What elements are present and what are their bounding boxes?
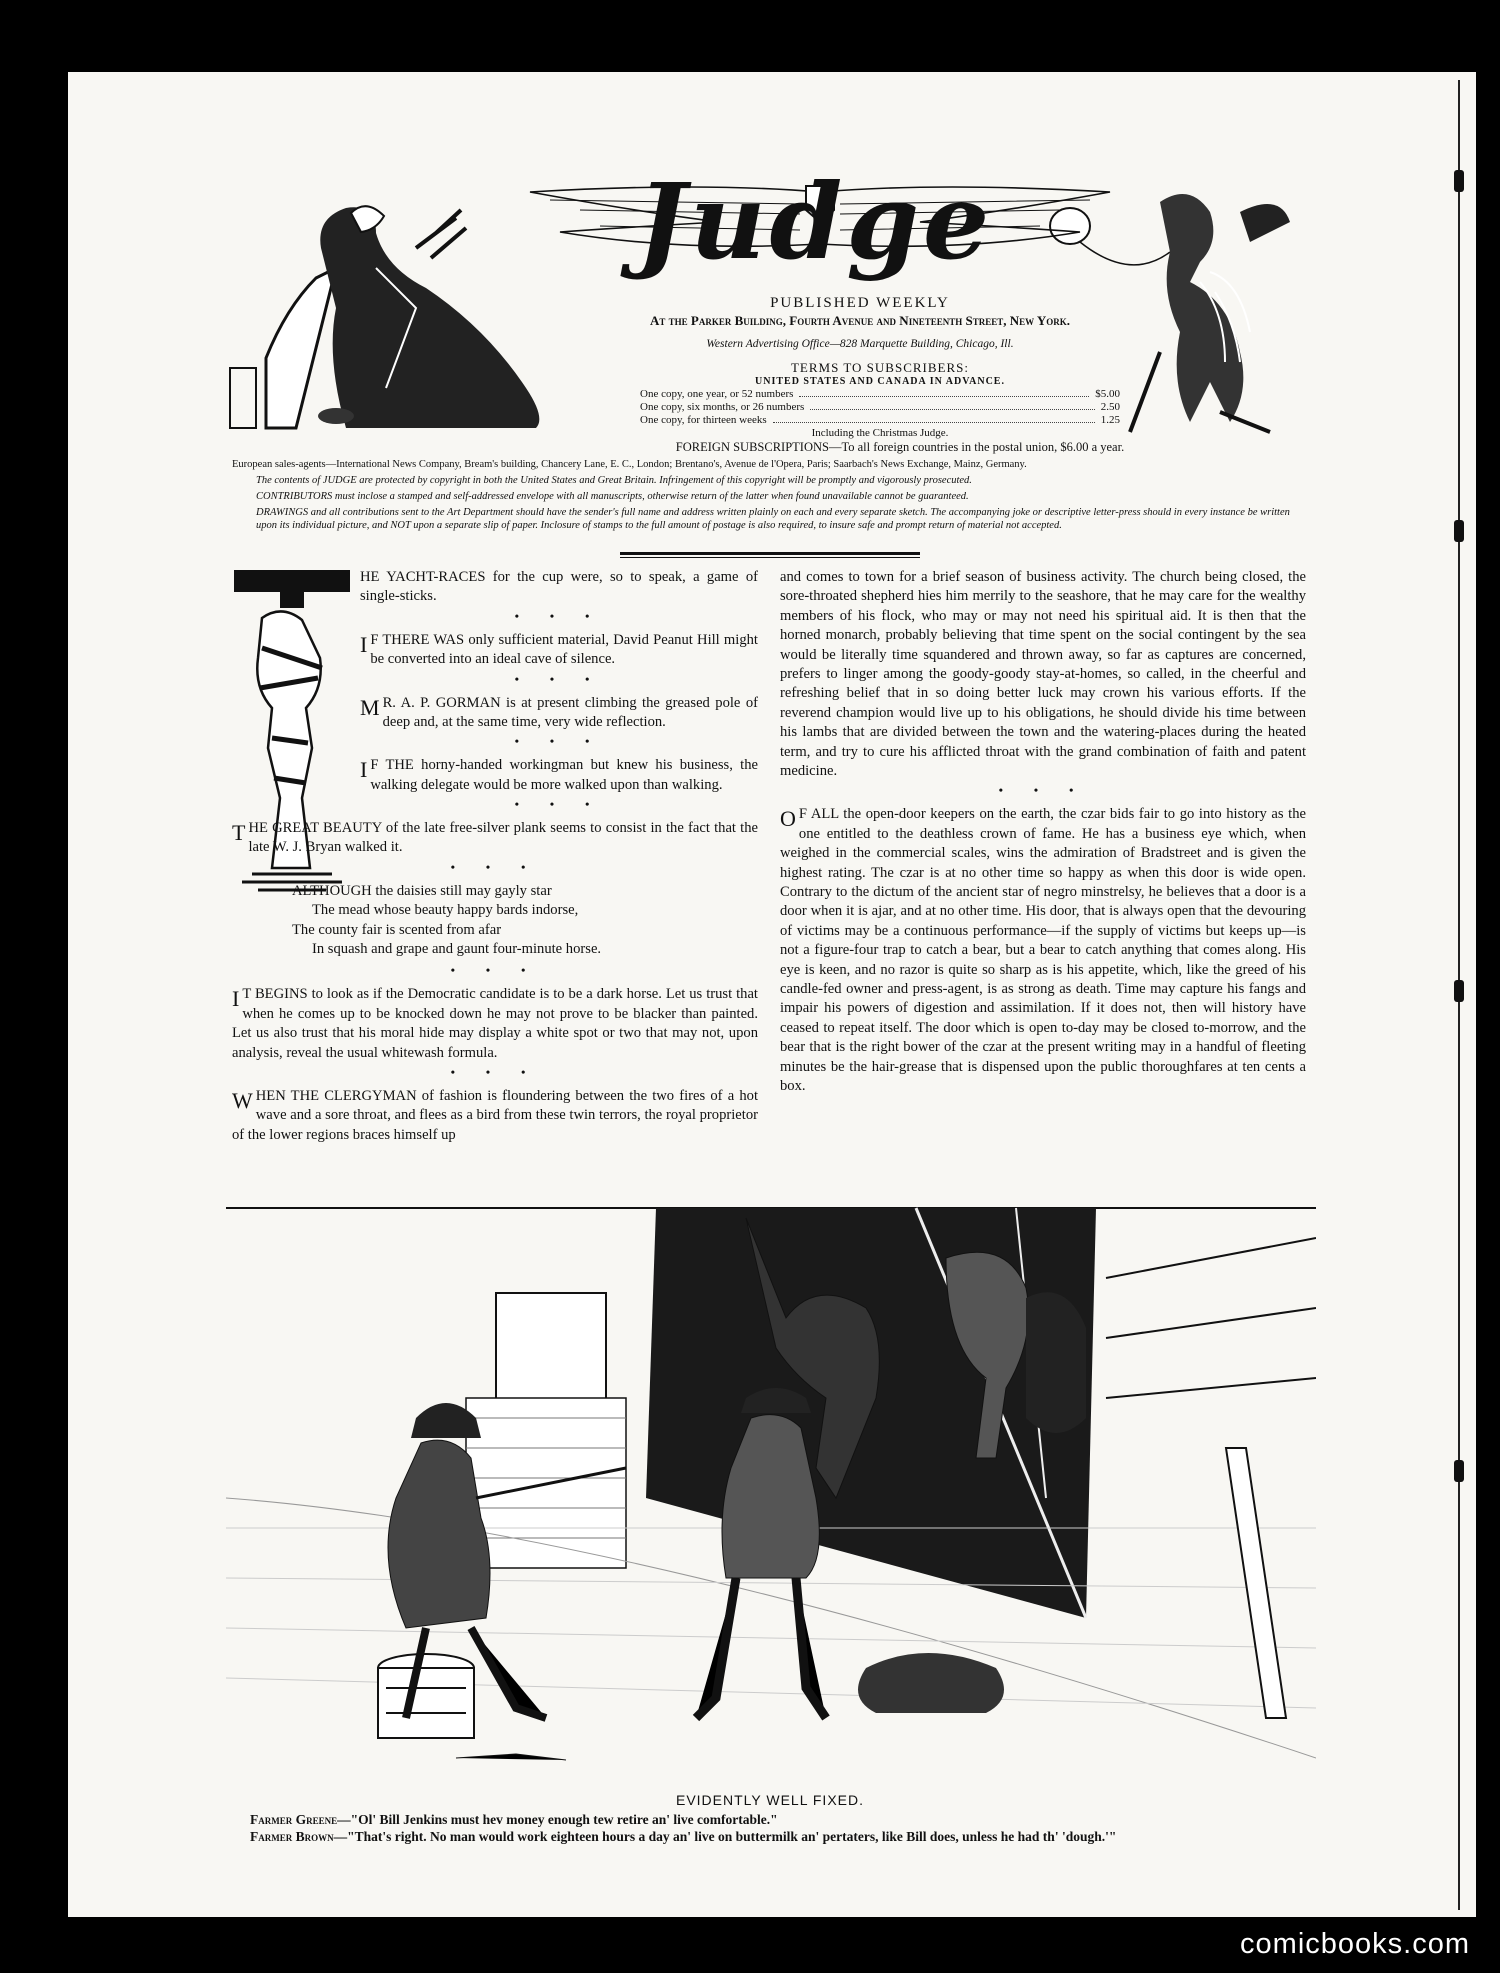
paragraph-text: F THE horny-handed workingman but knew his business, the walking delegate would be more walked upon than walking. xyxy=(370,757,758,793)
drop-cap: I xyxy=(232,986,240,1012)
terms-label: One copy, for thirteen weeks xyxy=(640,413,767,426)
speaker-label: Farmer Greene— xyxy=(250,1812,351,1827)
drop-cap: I xyxy=(360,631,368,657)
terms-label: One copy, six months, or 26 numbers xyxy=(640,400,805,413)
terms-price: $5.00 xyxy=(1095,387,1120,400)
terms-label: One copy, one year, or 52 numbers xyxy=(640,387,794,400)
separator: • • • xyxy=(450,963,540,978)
terms-heading: TERMS TO SUBSCRIBERS: xyxy=(790,360,969,375)
dialogue-text: "Ol' Bill Jenkins must hev money enough tew retire an' live comfortable." xyxy=(350,1812,778,1827)
binding-hole xyxy=(1454,1460,1464,1482)
publication-info xyxy=(520,294,1200,351)
paragraph-text: HEN THE CLERGYMAN of fashion is floundering between the two fires of a hot wave and a sore throat, and flees as a bird from these twin terrors, the royal proprietor of the lower regions braces himself up xyxy=(232,1087,758,1143)
terms-including: Including the Christmas Judge. xyxy=(811,427,949,440)
poem-line: In squash and grape and gaunt four-minute horse. xyxy=(312,941,602,958)
drop-cap: M xyxy=(360,694,380,720)
binding-hole xyxy=(1454,520,1464,542)
binding-hole xyxy=(1454,170,1464,192)
contributors-notice: CONTRIBUTORS must inclose a stamped and self-addressed envelope with all manuscripts, otherwise return of the latter when found unavailable cannot be guaranteed. xyxy=(256,491,969,502)
watermark: comicbooks.com xyxy=(1240,1928,1470,1960)
drawings-notice: DRAWINGS and all contributions sent to the Art Department should have the sender's full name and address written plainly on each and every separate sketch. The accompanying joke or descriptive letter-press should in every instance be written upon its individual picture, and NOT upon a separate slip of paper. Inclosure of stamps to the full amount of postage is also required, to insure safe and prompt return of material not accepted. xyxy=(256,507,1290,532)
separator: • • • xyxy=(450,859,540,874)
terms-price: 2.50 xyxy=(1100,400,1120,413)
terms-row xyxy=(640,401,1120,414)
western-office: Western Advertising Office—828 Marquette Building, Chicago, Ill. xyxy=(706,338,1014,350)
dialogue-text: "That's right. No man would work eighteen hours a day an' live on buttermilk an' pertaters, like Bill does, unless he had th' 'dough.'" xyxy=(347,1829,1117,1844)
terms-subheading: UNITED STATES AND CANADA IN ADVANCE. xyxy=(755,375,1005,387)
paragraph xyxy=(360,631,758,670)
paragraph xyxy=(232,819,758,858)
paragraph xyxy=(780,805,1306,1096)
published-weekly: PUBLISHED WEEKLY xyxy=(770,295,950,311)
judge-illustration xyxy=(226,188,566,438)
separator: • • • xyxy=(514,608,604,623)
drop-cap: T xyxy=(232,820,246,846)
paragraph xyxy=(360,756,758,795)
paragraph xyxy=(232,1087,758,1145)
sales-agents: European sales-agents—International News Company, Bream's building, Chancery Lane, E. C., London; Brentano's, Avenue de l'Opera, Paris; Saarbach's News Exchange, Mainz, Germany. xyxy=(232,459,1027,470)
terms-price: 1.25 xyxy=(1100,413,1120,426)
speaker-label: Farmer Brown— xyxy=(250,1829,348,1844)
separator: • • • xyxy=(998,783,1088,798)
dialogue-line xyxy=(250,1812,1330,1828)
left-column xyxy=(232,568,758,1147)
paragraph: and comes to town for a brief season of business activity. The church being closed, the sore-throated shepherd hies him merrily to the seashore, that he may care for the wealthy members of his flock, who may or may not need his spiritual aid. It is then that the horned monarch, probably believing that time spent on the social contingent by the sea would be literally time squandered and thrown away, so far as captures are concerned, prefers to linger among the goody-goody stay-at-homes, so called, in the cheerful and refreshing belief that in so doing better luck may crown his various efforts. If the reverend champion would live up to his obligations, he should divide his time between his lambs that are divided between the town and the watering-places during the heated term, and try to cure his afflicted throat with the grand combination of faith and patent medicine. xyxy=(780,569,1306,780)
separator: • • • xyxy=(514,671,604,686)
magazine-title: Judge xyxy=(636,160,994,283)
paragraph-text: T BEGINS to look as if the Democratic candidate is to be a dark horse. Let us trust that when he comes up to be knocked down he may not prove to be blacker than painted. Let us also trust that his moral hide may display a white spot or two that may not, upon analysis, reveal the usual whitewash formula. xyxy=(232,986,758,1061)
poem-line: ALTHOUGH the daisies still may gayly star xyxy=(292,882,552,899)
paragraph-text: R. A. P. GORMAN is at present climbing the greased pole of deep and, at the same time, very wide reflection. xyxy=(382,694,758,730)
subscription-terms xyxy=(640,360,1120,440)
separator: • • • xyxy=(514,797,604,812)
divider-rule xyxy=(620,552,920,555)
paragraph: HE YACHT-RACES for the cup were, so to speak, a game of single-sticks. xyxy=(360,569,758,605)
poem xyxy=(292,882,758,960)
separator: • • • xyxy=(514,734,604,749)
poem-line: The mead whose beauty happy bards indorse, xyxy=(312,902,579,919)
paragraph-text: F THERE WAS only sufficient material, David Peanut Hill might be converted into an ideal cave of silence. xyxy=(370,631,758,668)
terms-row xyxy=(640,414,1120,427)
poem-line: The county fair is scented from afar xyxy=(292,921,502,938)
publisher-address: At the Parker Building, Fourth Avenue and Nineteenth Street, New York. xyxy=(649,312,1070,328)
foreign-subscriptions: FOREIGN SUBSCRIPTIONS—To all foreign countries in the postal union, $6.00 a year. xyxy=(675,440,1125,454)
copyright-notice: The contents of JUDGE are protected by copyright in both the United States and Great Britain. Infringement of this copyright will be promptly and vigorously prosecuted. xyxy=(256,475,972,486)
binding-hole xyxy=(1454,980,1464,1002)
divider-rule xyxy=(620,557,920,558)
cartoon-title: EVIDENTLY WELL FIXED. xyxy=(675,1792,864,1808)
separator: • • • xyxy=(450,1065,540,1080)
paragraph-text: HE GREAT BEAUTY of the late free-silver plank seems to consist in the fact that the late W. J. Bryan walked it. xyxy=(248,820,758,856)
drop-cap: O xyxy=(780,806,796,832)
right-column xyxy=(780,568,1306,1099)
drop-cap: I xyxy=(360,757,368,783)
drop-cap: W xyxy=(232,1087,253,1113)
terms-row xyxy=(640,388,1120,401)
dialogue-line xyxy=(250,1829,1330,1845)
paragraph xyxy=(360,694,758,733)
paragraph xyxy=(232,985,758,1063)
barn-cartoon xyxy=(226,1198,1316,1766)
paragraph-text: F ALL the open-door keepers on the earth, the czar bids fair to go into history as the one entitled to the deathless crown of fame. He has a business eye which, when weighed in the commercial scales, wins the admiration of Bradstreet and is given the highest rating. The czar is at no other time so happy as when this door is wide open. Contrary to the dictum of the ancient star of negro minstrelsy, he believes that a door is a door when it is ajar, and at no other time. His door, that is always open that the devouring of victims may be a continuous performance—if the supply of victims but keeps up—is not a figure-four trap to catch a bear, but a bear to catch anything that comes along. His eye is keen, and no razor is quite so sharp as is his appetite, which, like the greed of his candle-fed owner and press-agent, is as strong as death. Time may capture his fangs and impair his powers of digestion and assimilation. If it does not, then will history have ceased to repeat itself. The door which is open to-day may be closed to-morrow, and the bear that is the right bower of the czar at the present writing may in a handful of fleeting minutes be the hair-grease that is dispensed upon the public thoroughfares at ten cents a box. xyxy=(780,806,1306,1095)
